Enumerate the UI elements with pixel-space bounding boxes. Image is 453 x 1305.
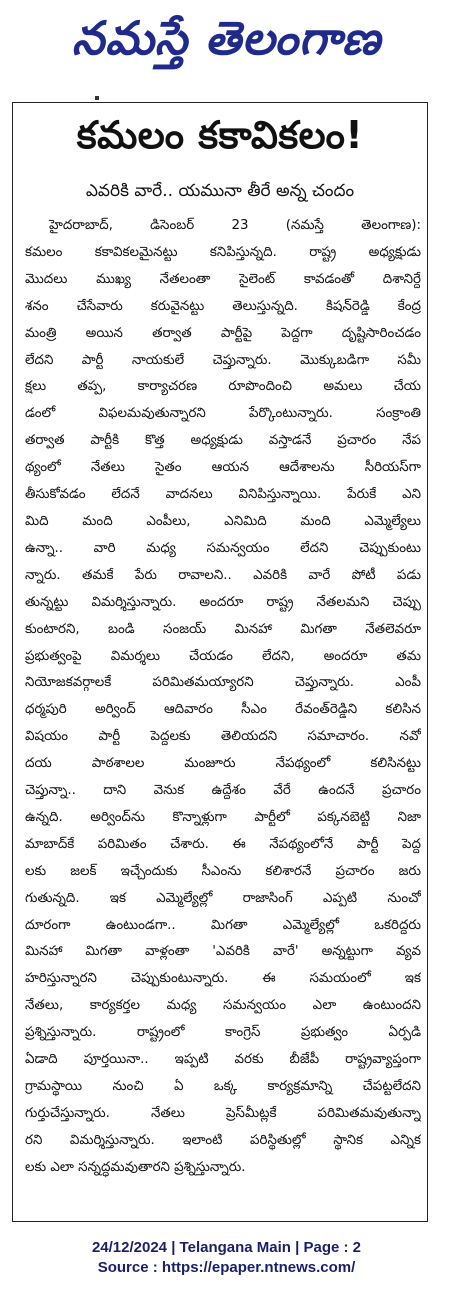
article-line: తీసుకోవడం లేదనే వాదనలు వినిపిస్తున్నాయి. పేరుకే ఎని [25,487,421,503]
article-line: రని విమర్శిస్తున్నారు. ఇలాంటి పరిస్థితుల్లో స్థానిక ఎన్నిక [25,1132,421,1148]
masthead [10,8,443,80]
article-line: గుతున్నది. ఇక ఎమ్మెల్యేల్లో రాజాసింగ్ ఎప్పటి నుంచో [25,890,421,906]
article-line: నియోజకవర్గాలకే పరిమితమయ్యారని చెప్తున్నారు. ఎంపీ [25,675,421,691]
article-line: ఉన్నా.. వారి మధ్య సమన్వయం లేదని చెప్పుకుంటు [25,540,421,556]
article-line: డంలో విఫలమవుతున్నారని పేర్కొంటున్నారు. సంక్రాంతి [25,406,421,422]
article-clipping [12,102,428,1222]
article-line: ధర్మపురి అర్వింద్ ఆదివారం సీఎం రేవంత్‌రెడ్డిని కలిసిన [25,702,421,718]
article-body [25,213,421,1182]
footer [0,1238,453,1278]
article-line: ప్రశ్నిస్తున్నారు. రాష్ట్రంలో కాంగ్రెస్ ప్రభుత్వం ఏర్పడి [25,1025,421,1041]
article-line: చెప్తున్నా.. దాని వెనుక ఉద్దేశం వేరే ఉందనే ప్రచారం [25,783,421,799]
article-line: దూరంగా ఉంటుండగా.. మిగతా ఎమ్మెల్యేల్లో ఒకరిద్దరు [25,917,421,933]
article-line: నేతలు, కార్యకర్తల మధ్య సమన్వయం ఎలా ఉంటుందని [25,998,421,1014]
article-line: ఉన్నది. అర్వింద్‌ను కొన్నాళ్లుగా పార్టీలో పక్కనబెట్టి నిజా [25,809,421,825]
article-line: ప్రభుత్వంపై విమర్శలు చేయడం లేదని, అందరూ తమ [25,648,421,664]
article-line: మిది మంది ఎంపీలు, ఎనిమిది మంది ఎమ్మెల్యేలు [25,513,421,529]
article-line: గ్రామస్థాయి నుంచి ఏ ఒక్క కార్యక్రమాన్ని చేపట్టలేదని [25,1079,421,1094]
article-line: మినహా మిగతా వాళ్లంతా 'ఎవరికి వారే' అన్నట్టుగా వ్యవ [25,944,421,960]
article-line: క్షలు తప్ప, కార్యాచరణ రూపొందించి అమలు చేయ [25,379,421,395]
article-line: మంత్రి అయిన తర్వాత పార్టీపై పెద్దగా దృష్టిసారించడం [25,325,421,341]
article-line: లకు జలక్ ఇచ్చేందుకు సీఎంను కలిశారనే ప్రచారం జరు [25,863,421,879]
source-info: Source : https://epaper.ntnews.com/ [97,1259,356,1276]
article-line: మాబాద్‌కే పరిమితం చేశారు. ఈ నేపథ్యంలోనే పార్టీ పెద్ద [25,836,421,852]
edition-info: 24/12/2024 | Telangana Main | Page : 2 [91,1239,362,1256]
article-line: మొదలు ముఖ్య నేతలంతా సైలెంట్ కావడంతో దిశానిర్దే [25,271,421,287]
article-line: కుంటారని, బండి సంజయ్ మినహా మిగతా నేతలెవరూ [25,621,421,637]
article-line: దయ పాఠశాలల మంజూరు నేపథ్యంలో కలిసినట్టు [25,756,421,772]
article-line: విషయం పార్టీ పెద్దలకు తెలియదని సమాచారం. నవో [25,729,421,745]
article-headline: కమలం కకావికలం! [76,113,364,157]
article-line: ఏడాది పూర్తయినా.. ఇప్పటి వరకు బీజేపీ రాష్ట్రవ్యాప్తంగా [25,1052,421,1068]
article-line: లేదని పార్టీ నాయకులే చెప్తున్నారు. మొక్కుబడిగా సమీ [25,352,421,368]
article-line: కమలం కకావికలమైనట్టు కనిపిస్తున్నది. రాష్ట్ర అధ్యక్షుడు [25,244,421,260]
article-subheadline: ఎవరికి వారే.. యమునా తీరే అన్న చందం [85,181,355,201]
article-line: హైదరాబాద్, డిసెంబర్ 23 (నమస్తే తెలంగాణ): [49,218,421,233]
article-line: గుర్తుచేస్తున్నారు. నేతలు ప్రెస్‌మీట్లకే పరిమితమవుతున్నా [25,1105,421,1121]
masthead-title: నమస్తే తెలంగాణ [71,11,382,65]
article-line: లకు ఎలా సన్నద్ధమవుతారని ప్రశ్నిస్తున్నారు. [25,1159,246,1175]
article-line: తున్నట్టు విమర్శిస్తున్నారు. అందరూ రాష్ట్ర నేతలమని చెప్పు [25,594,421,610]
article-line: శనం చేసేవారు కరువైనట్టు తెలుస్తున్నది. కిషన్‌రెడ్డి కేంద్ర [25,298,421,314]
article-line: హరిస్తున్నారని చెప్పుకుంటున్నారు. ఈ సమయంలో ఇక [25,971,421,987]
clip-marker [95,96,99,100]
article-line: న్నారు. తమకే పేరు రావాలని.. ఎవరికి వారే పోటీ పడు [25,567,421,583]
article-line: థ్యంలో నేతలు సైతం ఆయన ఆదేశాలను సీరియస్‌గా [25,460,421,476]
article-line: తర్వాత పార్టీకి కొత్త అధ్యక్షుడు వస్తాడనే ప్రచారం నేప [25,433,421,449]
